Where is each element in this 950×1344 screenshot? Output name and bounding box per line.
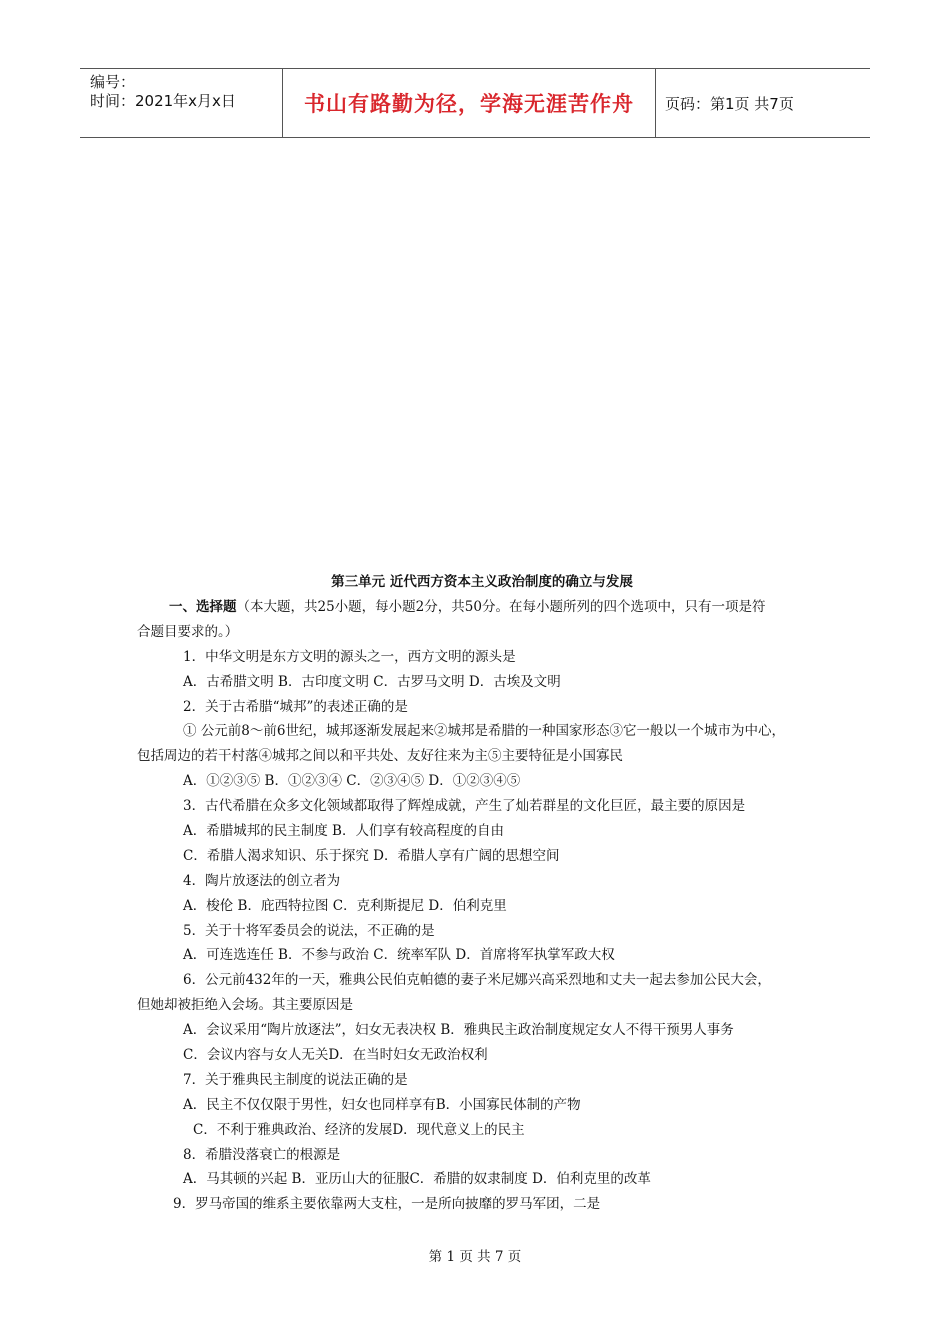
question-5-options: A．可连选连任 B．不参与政治 C．统率军队 D．首席将军执掌军政大权	[183, 947, 615, 964]
question-3: 3．古代希腊在众多文化领域都取得了辉煌成就，产生了灿若群星的文化巨匠，最主要的原因是	[183, 798, 746, 815]
header-table	[80, 68, 870, 138]
document-body	[137, 570, 827, 1217]
document-number: 编号：	[90, 73, 136, 91]
section-heading: 一、选择题	[169, 599, 237, 615]
unit-title: 第三单元 近代西方资本主义政治制度的确立与发展	[331, 574, 633, 590]
question-8: 8．希腊没落衰亡的根源是	[183, 1146, 341, 1163]
question-1: 1．中华文明是东方文明的源头之一，西方文明的源头是	[183, 648, 516, 665]
header-page-cell	[656, 69, 870, 137]
question-5: 5．关于十将军委员会的说法，不正确的是	[183, 922, 435, 939]
question-8-options: A．马其顿的兴起 B．亚历山大的征服C．希腊的奴隶制度 D．伯利克里的改革	[183, 1171, 651, 1188]
header-meta-cell	[80, 69, 283, 137]
page-indicator: 页码：第1页 共7页	[665, 94, 794, 113]
section-intro	[137, 595, 827, 620]
question-9: 9．罗马帝国的维系主要依靠两大支柱，一是所向披靡的罗马军团，二是	[173, 1196, 601, 1213]
document-date: 时间：2021年x月x日	[90, 92, 236, 110]
question-7-options-cd: C．不利于雅典政治、经济的发展D．现代意义上的民主	[193, 1121, 525, 1138]
question-7: 7．关于雅典民主制度的说法正确的是	[183, 1071, 408, 1088]
question-2: 2．关于古希腊“城邦”的表述正确的是	[183, 698, 408, 715]
motto-text: 书山有路勤为径，学海无涯苦作舟	[304, 92, 634, 116]
section-note: （本大题，共25小题，每小题2分，共50分。在每小题所列的四个选项中，只有一项是符	[236, 599, 766, 615]
question-2-statements-cont: 包括周边的若干村落④城邦之间以和平共处、友好往来为主⑤主要特征是小国寡民	[137, 748, 623, 765]
question-6-options-ab: A．会议采用“陶片放逐法”，妇女无表决权 B．雅典民主政治制度规定女人不得干预男人事务	[183, 1022, 734, 1039]
question-6-cont: 但她却被拒绝入会场。其主要原因是	[137, 997, 353, 1014]
question-6-options-cd: C．会议内容与女人无关D．在当时妇女无政治权利	[183, 1047, 488, 1064]
section-note-continued: 合题目要求的。）	[137, 623, 239, 640]
question-7-options-ab: A．民主不仅仅限于男性，妇女也同样享有B．小国寡民体制的产物	[183, 1096, 581, 1113]
question-4: 4．陶片放逐法的创立者为	[183, 872, 341, 889]
header-motto-cell	[283, 69, 656, 137]
question-6: 6．公元前432年的一天，雅典公民伯克帕德的妻子米尼娜兴高采烈地和丈夫一起去参加公民大会，	[183, 972, 771, 989]
question-1-options: A．古希腊文明 B．古印度文明 C．古罗马文明 D．古埃及文明	[183, 673, 561, 690]
question-2-options: A．①②③⑤ B．①②③④ C．②③④⑤ D．①②③④⑤	[183, 773, 521, 790]
question-3-options-cd: C．希腊人渴求知识、乐于探究 D．希腊人享有广阔的思想空间	[183, 847, 560, 864]
question-2-statements: ① 公元前8～前6世纪，城邦逐渐发展起来②城邦是希腊的一种国家形态③它一般以一个城市为中心，	[183, 723, 785, 740]
page-footer: 第 1 页 共 7 页	[428, 1249, 522, 1265]
question-4-options: A．梭伦 B．庇西特拉图 C．克利斯提尼 D．伯利克里	[183, 897, 507, 914]
question-3-options-ab: A．希腊城邦的民主制度 B．人们享有较高程度的自由	[183, 823, 504, 840]
